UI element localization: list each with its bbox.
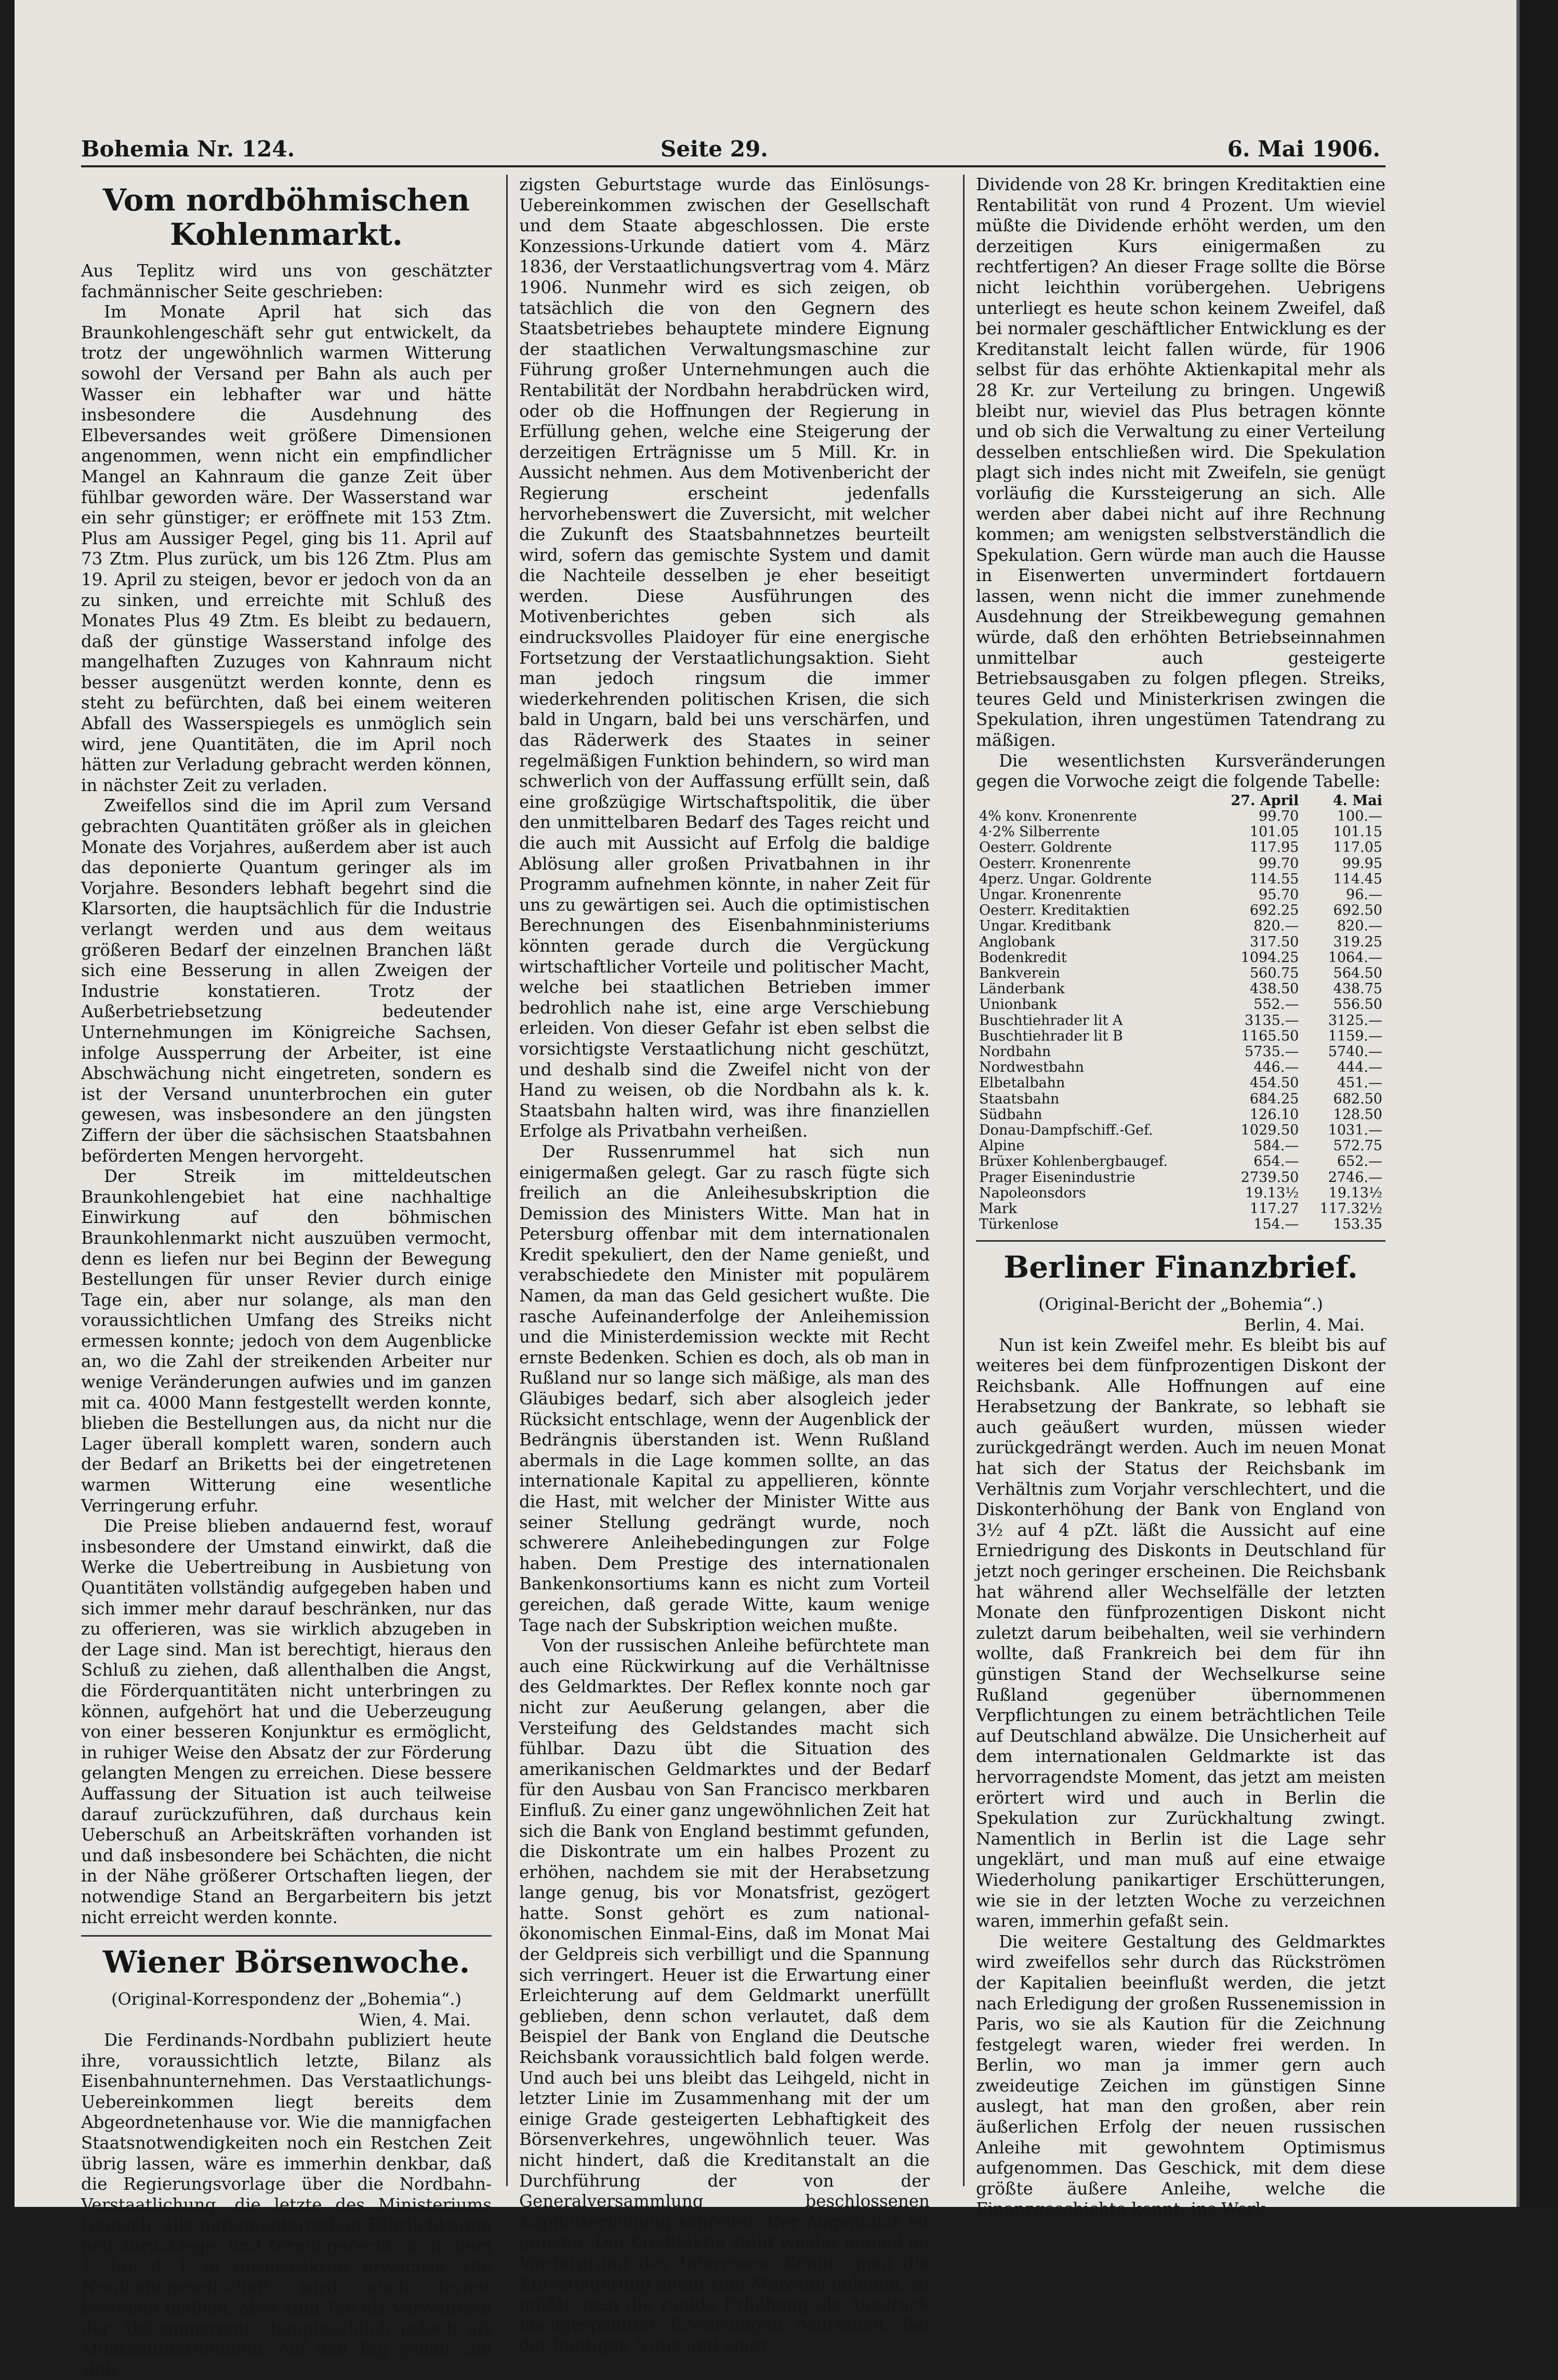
price-april: 317.50 [1249,933,1299,950]
stock-name: Ungar. Kreditbank [979,918,1111,935]
price-april: 692.25 [1249,902,1299,919]
price-may: 652.— [1337,1153,1382,1170]
article-paragraph: Die weitere Gestaltung des Geldmarktes wird zweifellos sehr durch das Rückströmen der Kapitalien beeinflußt werden, die jetzt nach Erledigung der großen Russenemission in Paris, wo sie als Kaution für die Zeichnung festgelegt waren, wieder frei werden. In Berlin, wo man ja immer gern auch zweideutige Zeichen im günstigen Sinne auslegt, hat man den großen, aber rein äußerlichen Erfolg der neuen russischen Anleihe mit gewohntem Optimismus aufgenommen. Das Geschick, mit dem diese größte äußere Anleihe, welche die Finanzgeschichte kennt, ins Werk [976,1931,1385,2219]
price-april: 101.05 [1249,824,1299,840]
price-may: 564.50 [1333,965,1382,982]
table-row [976,1013,1385,1029]
price-april: 95.70 [1259,887,1299,903]
stock-name: Anglobank [979,933,1055,950]
article-subtitle: (Original-Korrespondenz der „Bohemia“.) [111,1989,461,2009]
article-paragraph: Die wesentlichsten Kursveränderungen gegen die Vorwoche zeigt die folgende Tabelle: [976,751,1385,792]
table-row [976,1060,1385,1075]
table-row [976,1123,1385,1138]
price-may: 117.32½ [1319,1201,1382,1217]
table-row [976,1170,1385,1186]
price-april: 19.13½ [1245,1185,1299,1201]
table-row [976,950,1385,966]
article-paragraph: zigsten Geburtstage wurde das Einlösungs-Uebereinkommen zwischen der Gesellschaft und dem Staate abgeschlossen. Die erste Konzessions-Urkunde datiert vom 4. März 1836, der Verstaatlichungsvertrag vom 4. März 1906. Nunmehr wird es sich zeigen, ob tatsächlich die von den Gegnern des Staatsbetriebes behauptete mindere Eignung der staatlichen Verwaltungsmaschine zur Führung großer Unternehmungen auch die Rentabilität der Nordbahn herabdrücken wird, oder ob die Hoffnungen der Regierung in Erfüllung gehen, welche eine Steigerung der derzeitigen Erträgnisse um 5 Mill. Kr. in Aussicht nehmen. Aus dem Motivenbericht der Regierung erscheint jedenfalls hervorhebenswert die Zuversicht, mit welcher die Zukunft des Staatsbahnnetzes beurteilt wird, sofern das gemischte System und damit die Nachteile desselben je eher beseitigt werden. Diese Ausführungen des Motivenberichtes geben sich als eindrucksvolles Plaidoyer für eine energische Fortsetzung der Verstaatlichungsaktion. Sieht man jedoch ringsum die immer wiederkehrenden politischen Krisen, die sich bald in Ungarn, bald bei uns verschärfen, und das Räderwerk des Staates in seiner regelmäßigen Funktion behindern, so wird man schwerlich von der Auffassung erfüllt sein, daß eine großzügige Wirtschaftspolitik, die über den unmittelbaren Bedarf des Tages reicht und die auch mit Aussicht auf Erfolg die baldige Ablösung aller großen Privatbahnen in ihr Programm aufnehmen könnte, in naher Zeit für uns zu gewärtigen sei. Auch die optimistischen Berechnungen des Eisenbahnministeriums könnten gerade durch die Vergückung wirtschaftlicher Vorteile und politischer Macht, welche bei staatlichen Betrieben immer bedrohlich nahe ist, eine arge Verschiebung erleiden. Von dieser Gefahr ist eben selbst die vorsichtigste Verstaatlichung nicht geschützt, und deshalb sind die Zweifel nicht von der Hand zu weisen, ob die Nordbahn als k. k. Staatsbahn halten wird, was ihre finanziellen Erfolge als Privatbahn verheißen. [519,175,930,1141]
stock-name: Bodenkredit [979,949,1067,966]
table-row [976,1154,1385,1169]
column-2 [519,175,930,2356]
article-separator [81,1935,492,1937]
price-april: 438.50 [1249,981,1299,997]
article-paragraph: Dividende von 28 Kr. bringen Kreditaktien eine Rentabilität von rund 4 Prozent. Um wieviel müßte die Dividende erhöht werden, um den derzeitigen Kurs einigermaßen zu rechtfertigen? An dieser Frage sollte die Börse nicht leichthin vorübergehen. Uebrigens unterliegt es heute schon keinem Zweifel, daß bei normaler geschäftlicher Entwicklung es der Kreditanstalt leicht fallen würde, für 1906 selbst für das erhöhte Aktienkapital mehr als 28 Kr. zur Verteilung zu bringen. Ungewiß bleibt nur, wieviel das Plus betragen könnte und ob sich die Verwaltung zu einer Verteilung desselben entschließen wird. Die Spekulation plagt sich indes nicht mit Zweifeln, sie genügt vorläufig die Kurssteigerung an sich. Alle werden aber dabei nicht auf ihre Rechnung kommen; am wenigsten selbstverständlich die Spekulation. Gern würde man auch die Hausse in Eisenwerten unvermindert fortdauern lassen, wenn nicht die immer zunehmende Ausdehnung der Streikbewegung gemahnen würde, daß den erhöhten Betriebseinnahmen unmittelbar auch gesteigerte Betriebsausgaben zu folgen pflegen. Streiks, teures Geld und Ministerkrisen zwingen die Spekulation, ihren ungestümen Tatendrang zu mäßigen. [976,175,1385,751]
price-april: 446.— [1253,1059,1299,1076]
article-paragraph: Die Ferdinands-Nordbahn publiziert heute ihre, voraussichtlich letzte, Bilanz als Eisenbahnunternehmen. Das Verstaatlichungs-Uebereinkommen liegt bereits dem Abgeordnetenhause vor. Wie die mannigfachen Staatsnotwendigkeiten noch ein Restchen Zeit übrig lassen, wäre es immerhin denkbar, daß die Regierungsvorlage über die Nordbahn-Verstaatlichung, die letzte des Ministeriums Gautsch, alle parlamentarischen Fährlichkeiten heil zurücklege, und termingerecht, d. h. dem 1. Juli d. J. in Gesetzeskraft erwachse. Die Nordbahngesellschaft wird auch ferner bestehen bleiben, aber zum Teil als Verwalterin der Ablösungsrente, hauptsächlich jedoch als Montanunternehmen. Auf den Tag genau, am sieb- [81,2030,492,2379]
price-april: 126.10 [1249,1106,1299,1123]
table-row [976,903,1385,918]
table-row [976,1138,1385,1154]
article-paragraph: Der Russenrummel hat sich nun einigermaßen gelegt. Gar zu rasch fügte sich freilich an die Anleihesubskription die Demission des Ministers Witte. Man hat in Petersburg offenbar mit dem internationalen Kredit spekuliert, den der Name genießt, und verabschiedete den Minister mit populärem Namen, da man das Geld gesichert wußte. Die rasche Aufeinanderfolge der Anleihemission und die Ministerdemission weckte mit Recht ernste Bedenken. Schien es doch, als ob man in Rußland nur so lange sich mäßige, als man des Gläubiges bedarf, sich aber alsogleich jeder Rücksicht entschlage, wenn der Augenblick der Bedrängnis überstanden ist. Wenn Rußland abermals in die Lage kommen sollte, an das internationale Kapital zu appellieren, könnte die Hast, mit welcher der Minister Witte aus seiner Stellung gedrängt wurde, noch schwerere Anleihebedingungen zur Folge haben. Dem Prestige des internationalen Bankenkonsortiums kann es nicht zum Vorteil gereichen, daß gerade Witte, kaum wenige Tage nach der Subskription weichen mußte. [519,1141,930,1635]
stock-name: Bankverein [979,965,1060,982]
price-april: 684.25 [1249,1090,1299,1107]
table-row [976,997,1385,1013]
table-row [976,840,1385,856]
price-april: 99.70 [1259,808,1299,825]
price-april: 5735.— [1245,1044,1299,1060]
price-may: 319.25 [1333,933,1382,950]
table-row [976,856,1385,872]
stock-name: Ungar. Kronenrente [979,887,1121,903]
price-april: 454.50 [1249,1075,1299,1092]
price-april: 154.— [1253,1216,1299,1233]
article-paragraph: Im Monate April hat sich das Braunkohlengeschäft sehr gut entwickelt, da trotz der ungewöhnlich warmen Witterung sowohl der Versand per Bahn als auch per Wasser ein lebhafter war und hätte insbesondere die Ausdehnung des Elbeversandes weit größere Dimensionen angenommen, wenn nicht ein empfindlicher Mangel an Kahnraum die ganze Zeit über fühlbar geworden wäre. Der Wasserstand war ein sehr günstiger; er eröffnete mit 153 Ztm. Plus am Aussiger Pegel, ging bis 11. April auf 73 Ztm. Plus zurück, um bis 126 Ztm. Plus am 19. April zu steigen, bevor er jedoch von da an zu sinken, und erreichte mit Schluß des Monates Plus 49 Ztm. Es bleibt zu bedauern, daß der günstige Wasserstand infolge des mangelhaften Zuzuges von Kahnraum nicht besser ausgenützt werden konnte, denn es steht zu befürchten, daß bei einem weiteren Abfall des Wasserspiegels es unmöglich sein wird, jene Quantitäten, die im April noch hätten zur Verladung gebracht werden können, in nächster Zeit zu verladen. [81,302,492,795]
stock-name: Brüxer Kohlenbergbaugef. [979,1153,1168,1170]
article-paragraph: Die Preise blieben andauernd fest, worauf insbesondere der Umstand einwirkt, daß die Werke die Uebertreibung in Ausbietung von Quantitäten vollständig aufgegeben haben und sich immer mehr darauf beschränken, nur das zu offerieren, was sie wirklich abzugeben in der Lage sind. Man ist berechtigt, hieraus den Schluß zu ziehen, daß allenthalben die Angst, die Förderquantitäten nicht unterbringen zu können, aufgehört hat und die Ueberzeugung von einer besseren Konjunktur es ermöglicht, in ruhiger Weise den Absatz der zur Förderung gelangten Mengen zu erreichen. Diese bessere Auffassung der Situation ist auch teilweise darauf zurückzuführen, daß durchaus kein Ueberschuß an Arbeitskräften vorhanden ist und daß insbesondere bei Schächten, die nicht in der Nähe größerer Ortschaften liegen, der notwendige Stand an Bergarbeitern bis jetzt nicht erreicht werden konnte. [81,1516,492,1927]
table-row [976,1186,1385,1201]
price-may: 19.13½ [1328,1185,1382,1201]
stock-name: Napoleonsdors [979,1185,1086,1201]
price-may: 3125.— [1328,1012,1382,1029]
stock-name: Länderbank [979,981,1065,997]
stock-name: Türkenlose [979,1216,1059,1233]
stock-name: Oesterr. Kronenrente [979,855,1131,872]
stock-name: Buschtiehrader lit B [979,1028,1123,1044]
table-body [976,809,1385,1232]
price-may: 451.— [1337,1075,1382,1092]
price-may: 556.50 [1333,996,1382,1013]
price-may: 101.15 [1333,824,1382,840]
price-may: 438.75 [1333,981,1382,997]
stock-name: Südbahn [979,1106,1042,1123]
table-row [976,1217,1385,1232]
page-header [81,134,1385,167]
price-may: 100.— [1337,808,1382,825]
newspaper-page [81,134,1385,2379]
article-dateline: Wien, 4. Mai. [359,2010,471,2030]
column-divider [506,175,508,2186]
stock-name: Staatsbahn [979,1090,1060,1107]
stock-name: Nordbahn [979,1044,1051,1060]
price-april: 552.— [1253,996,1299,1013]
table-row [976,918,1385,934]
price-april: 820.— [1253,918,1299,935]
stock-price-table [976,793,1385,1233]
table-row [976,1029,1385,1044]
price-april: 117.95 [1249,839,1299,856]
table-row [976,887,1385,903]
price-may: 444.— [1337,1059,1382,1076]
price-april: 654.— [1253,1153,1299,1170]
table-row [976,1075,1385,1091]
table-row [976,809,1385,824]
stock-name: Prager Eisenindustrie [979,1169,1136,1186]
article-paragraph: Von der russischen Anleihe befürchtete man auch eine Rückwirkung auf die Verhältnisse des Geldmarktes. Der Reflex konnte noch gar nicht zur Aeußerung gelangen, aber die Versteifung des Geldstandes macht sich fühlbar. Dazu übt die Situation des amerikanischen Geldmarktes und der Bedarf für den Ausbau von San Francisco merkbaren Einfluß. Zu einer ganz ungewöhnlichen Zeit hat sich die Bank von England bestimmt gefunden, die Diskontrate um ein halbes Prozent zu erhöhen, nachdem sie mit der Herabsetzung lange genug, bis vor Monatsfrist, gezögert hatte. Sonst gehört es zum national-ökonomischen Einmal-Eins, daß im Monat Mai der Geldpreis sich verbilligt und die Spannung sich verringert. Heuer ist die Erwartung einer Erleichterung auf dem Geldmarkt unerfüllt geblieben, denn schon verlautet, daß dem Beispiel der Bank von England die Deutsche Reichsbank voraussichtlich bald folgen werde. Und auch bei uns bleibt das Leihgeld, nicht in letzter Linie im Zusammenhang mit der um einige Grade gesteigerten Lebhaftigkeit des Börsenverkehres, ungewöhnlich teuer. Was nicht hindert, daß die Kreditanstalt an die Durchführung der von der Generalversammlung beschlossenen Kapitalserhöhung schreitet. Der Augenblick ist günstig. Die Kreditaktie steht wieder einmal im Vordergrund des Interesses. Könnte man die Kurssteigerung allein zum Maßstab nehmen, so müßte man die rapide Erhöhung als Ausdruck hochgespannter Erwartungen beurteilen. Bei der heutigen Notiz und einer [519,1636,930,2356]
price-april: 560.75 [1249,965,1299,982]
article-dateline: Berlin, 4. Mai. [1244,1314,1365,1335]
price-may: 682.50 [1333,1090,1382,1107]
stock-name: Mark [979,1201,1018,1217]
price-may: 99.95 [1342,855,1382,872]
stock-name: 4·2% Silberrente [979,824,1100,840]
price-may: 128.50 [1333,1106,1382,1123]
article-subtitle: (Original-Bericht der „Bohemia“.) [1038,1294,1323,1314]
stock-name: Alpine [979,1138,1025,1154]
price-april: 99.70 [1259,855,1299,872]
table-row [976,981,1385,997]
stock-name: Donau-Dampfschiff.-Gef. [979,1122,1153,1139]
article-paragraph: Der Streik im mitteldeutschen Braunkohlengebiet hat eine nachhaltige Einwirkung auf den böhmischen Braunkohlenmarkt nicht auszuüben vermocht, denn es liefen nur bei Beginn der Bewegung Bestellungen für unser Revier durch einige Tage ein, aber nur solange, als man den voraussichtlichen Umfang des Streiks nicht ermessen konnte; jedoch von dem Augenblicke an, wo die Zahl der streikenden Arbeiter nur wenige Veränderungen aufwies und im ganzen mit ca. 4000 Mann festgestellt werden konnte, blieben die Bestellungen aus, da nicht nur die Lager überall komplett waren, sondern auch der Bedarf an Briketts bei der eingetretenen warmen Witterung eine wesentliche Verringerung erfuhr. [81,1166,492,1516]
stock-name: Oesterr. Goldrente [979,839,1112,856]
table-row [976,824,1385,840]
stock-name: Unionbank [979,996,1057,1013]
header-page-number: Seite 29. [661,136,768,162]
article-headline: Vom nordböhmischen Kohlenmarkt. [103,182,470,252]
table-row [976,1044,1385,1060]
table-row [976,935,1385,950]
newspaper-sheet [15,0,1520,2379]
scan-edge [1516,0,1558,2207]
article-headline: Berliner Finanzbrief. [1004,1249,1358,1285]
table-header-row [976,793,1385,809]
stock-name: Buschtiehrader lit A [979,1012,1123,1029]
price-april: 584.— [1253,1138,1299,1154]
price-april: 1029.50 [1240,1122,1299,1139]
article-paragraph: Aus Teplitz wird uns von geschätzter fachmännischer Seite geschrieben: [81,261,492,301]
article-paragraph: Nun ist kein Zweifel mehr. Es bleibt bis auf weiteres bei dem fünfprozentigen Diskont der Reichsbank. Alle Hoffnungen auf eine Herabsetzung der Bankrate, so lebhaft sie auch geäußert wurden, müssen wieder zurückgedrängt werden. Auch im neuen Monat hat sich der Status der Reichsbank im Verhältnis zum Vorjahr verschlechtert, und die Diskonterhöhung der Bank von England von 3½ auf 4 pZt. läßt die Aussicht auf eine Erniedrigung des Diskonts in Deutschland für jetzt noch geringer erscheinen. Die Reichsbank hat während aller Wechselfälle der letzten Monate den fünfprozentigen Diskont nicht zuletzt darum beibehalten, weil sie verhindern wollte, daß Frankreich bei dem für ihn günstigen Stand der Wechselkurse seine Rußland gegenüber übernommenen Verpflichtungen zu einem beträchtlichen Teile auf Deutschland abwälze. Die Unsicherheit auf dem internationalen Geldmarkte ist das hervorragendste Moment, das jetzt am meisten erörtert wird und auch in Berlin die Spekulation zur Zurückhaltung zwingt. Namentlich in Berlin ist die Lage sehr ungeklärt, und man muß auf eine etwaige Wiederholung panikartiger Erschütterungen, wie sie in der letzten Woche zu verzeichnen waren, immerhin gefaßt sein. [976,1335,1385,1931]
price-may: 1064.— [1328,949,1382,966]
article-paragraph: Zweifellos sind die im April zum Versand gebrachten Quantitäten größer als in gleichen Monate des Vorjahres, außerdem aber ist auch das deponierte Quantum geringer als im Vorjahre. Besonders lebhaft begehrt sind die Klarsorten, die hauptsächlich für die Industrie verlangt werden und aus dem weitaus größeren Bedarf der einzelnen Branchen läßt sich eine Besserung in allen Zweigen der Industrie konstatieren. Trotz der Außerbetriebsetzung bedeutender Unternehmungen im Königreiche Sachsen, infolge Aussperrung der Arbeiter, ist eine Abschwächung nicht eingetreten, sondern es ist der Versand ununterbrochen ein guter gewesen, was insbesondere an den jüngsten Ziffern der über die sächsischen Staatsbahnen beförderten Mengen hervorgeht. [81,796,492,1166]
table-header-date: 4. Mai [1332,792,1382,809]
price-may: 572.75 [1333,1138,1382,1154]
price-may: 114.45 [1333,871,1382,887]
table-row [976,1201,1385,1217]
stock-name: Oesterr. Kreditaktien [979,902,1130,919]
price-may: 2746.— [1328,1169,1382,1186]
price-april: 3135.— [1245,1012,1299,1029]
price-may: 820.— [1337,918,1382,935]
price-april: 2739.50 [1240,1169,1299,1186]
table-row [976,872,1385,887]
table-header-date: 27. April [1231,792,1299,809]
article-separator [976,1240,1385,1242]
header-date: 6. Mai 1906. [1227,136,1380,162]
price-april: 114.55 [1249,871,1299,887]
column-3 [976,175,1385,2219]
price-may: 692.50 [1333,902,1382,919]
price-april: 1165.50 [1240,1028,1299,1044]
table-row [976,1092,1385,1107]
price-may: 5740.— [1328,1044,1382,1060]
column-divider [963,175,965,2186]
stock-name: 4% konv. Kronenrente [979,808,1137,825]
price-may: 153.35 [1333,1216,1382,1233]
article-headline: Wiener Börsenwoche. [102,1944,470,1980]
price-may: 1159.— [1328,1028,1382,1044]
stock-name: 4perz. Ungar. Goldrente [979,871,1152,887]
price-may: 96.— [1346,887,1382,903]
price-april: 117.27 [1249,1201,1299,1217]
table-row [976,1107,1385,1123]
stock-name: Nordwestbahn [979,1059,1085,1076]
stock-name: Elbetalbahn [979,1075,1065,1092]
column-1 [81,175,492,2379]
price-april: 1094.25 [1240,949,1299,966]
price-may: 1031.— [1328,1122,1382,1139]
table-header-name [976,793,1212,809]
table-row [976,966,1385,981]
header-issue: Bohemia Nr. 124. [81,136,295,162]
price-may: 117.05 [1333,839,1382,856]
